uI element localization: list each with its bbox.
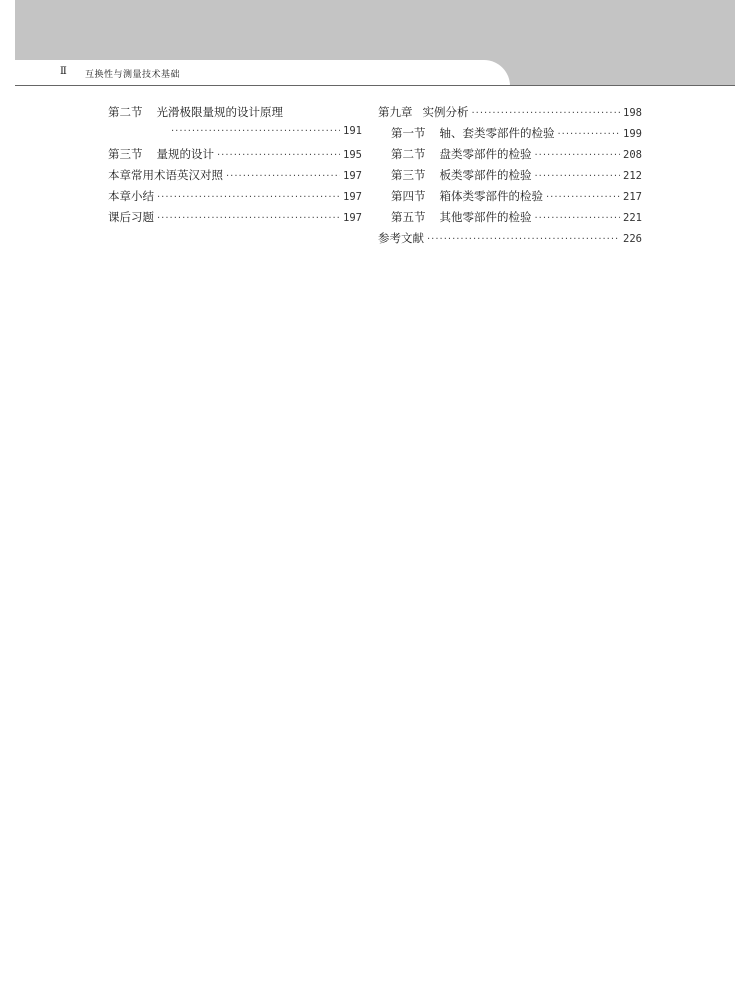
entry-title: 盘类零部件的检验: [439, 147, 532, 161]
toc-entry[interactable]: [108, 188, 362, 209]
leader-dots: [546, 192, 620, 203]
section-number: 第三节: [108, 147, 143, 161]
entry-title: 光滑极限量规的设计原理: [156, 105, 283, 119]
toc-entry[interactable]: [108, 104, 362, 125]
toc-entry[interactable]: [108, 209, 362, 230]
entry-title: 量规的设计: [156, 147, 214, 161]
header-rule: [15, 85, 735, 86]
leader-dots: [535, 150, 621, 161]
leader-dots: [535, 213, 621, 224]
section-number: 第二节: [391, 147, 426, 161]
leader-dots: [427, 234, 620, 245]
leader-dots: [217, 150, 340, 161]
leader-dots: [157, 213, 340, 224]
entry-title: 参考文献: [378, 231, 424, 245]
page-ref: 197: [343, 191, 362, 203]
leader-dots: [535, 171, 621, 182]
page-ref: 217: [623, 191, 642, 203]
section-number: 第三节: [391, 168, 426, 182]
toc-chapter-entry[interactable]: [378, 104, 642, 125]
page-ref: 195: [343, 149, 362, 161]
toc-entry[interactable]: [108, 146, 362, 167]
leader-dots: [226, 171, 340, 182]
toc-entry[interactable]: [378, 188, 642, 209]
leader-dots: [171, 126, 340, 137]
leader-dots: [558, 129, 621, 140]
page-ref: 221: [623, 212, 642, 224]
page-ref: 191: [343, 125, 362, 137]
page-ref: 197: [343, 212, 362, 224]
chapter-number: 第九章: [378, 105, 413, 119]
entry-title: 实例分析: [422, 105, 469, 119]
entry-title: 本章常用术语英汉对照: [108, 168, 223, 182]
toc-entry[interactable]: [378, 230, 642, 251]
page-ref: 198: [623, 107, 642, 119]
entry-title: 课后习题: [108, 210, 154, 224]
toc-entry[interactable]: [378, 209, 642, 230]
entry-title: 箱体类零部件的检验: [439, 189, 543, 203]
toc-entry[interactable]: [108, 167, 362, 188]
page-ref: 226: [623, 233, 642, 245]
page-ref: 199: [623, 128, 642, 140]
page-ref: 208: [623, 149, 642, 161]
toc-entry-continuation[interactable]: [108, 125, 362, 146]
entry-title: 板类零部件的检验: [439, 168, 532, 182]
entry-title: 本章小结: [108, 189, 154, 203]
section-number: 第五节: [391, 210, 426, 224]
running-title: 互换性与测量技术基础: [85, 70, 181, 80]
toc-right-column: [378, 104, 642, 251]
section-number: 第二节: [108, 105, 143, 119]
leader-dots: [157, 192, 340, 203]
entry-title: 其他零部件的检验: [439, 210, 532, 224]
toc-left-column: [108, 104, 362, 230]
toc-entry[interactable]: [378, 167, 642, 188]
section-number: 第一节: [391, 126, 426, 140]
page-number: Ⅱ: [60, 66, 66, 77]
toc-entry[interactable]: [378, 125, 642, 146]
toc-entry[interactable]: [378, 146, 642, 167]
section-number: 第四节: [391, 189, 426, 203]
page-ref: 197: [343, 170, 362, 182]
leader-dots: [472, 108, 621, 119]
page-ref: 212: [623, 170, 642, 182]
entry-title: 轴、套类零部件的检验: [439, 126, 555, 140]
